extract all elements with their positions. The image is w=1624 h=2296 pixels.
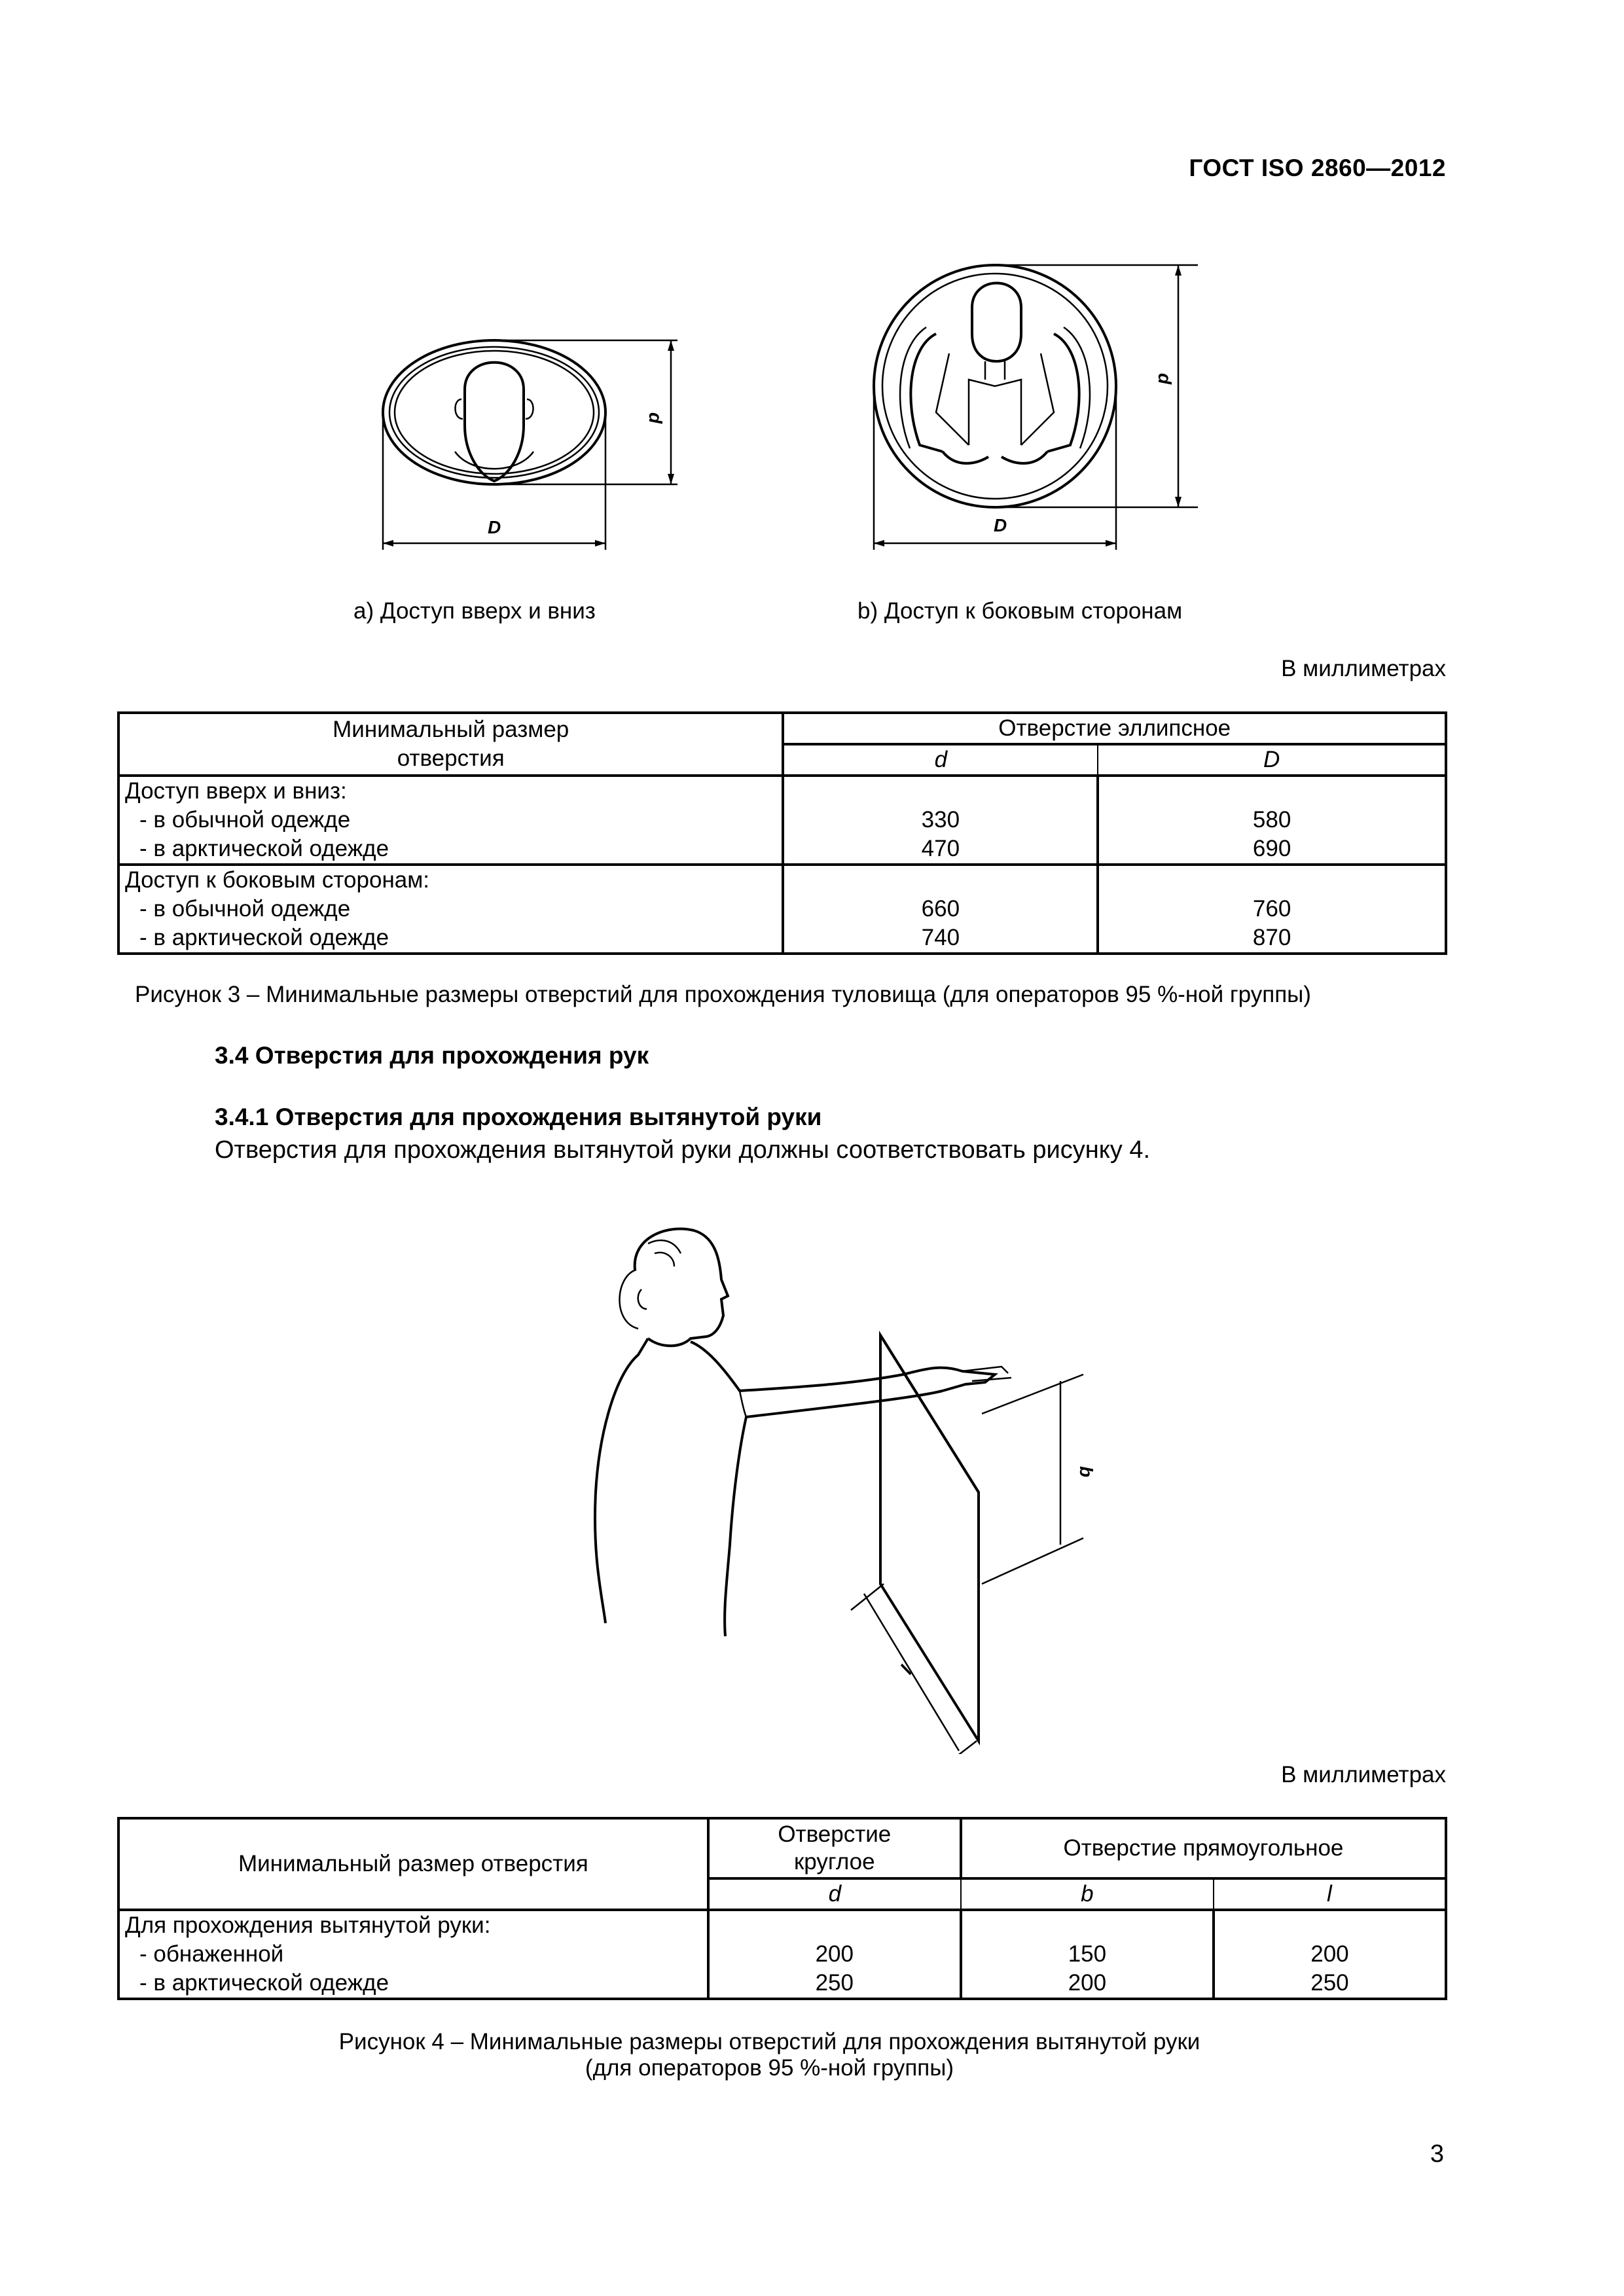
table-cell: 330 [921, 807, 960, 833]
table-cell: 870 [1252, 925, 1291, 950]
table-cell: 250 [1310, 1970, 1349, 1996]
figure3-table-header-size: Минимальный размер отверстия [118, 713, 783, 776]
figure4-units: В миллиметрах [1281, 1762, 1446, 1787]
figure3-table-header-group: Отверстие эллипсное [783, 713, 1446, 744]
figure3-units: В миллиметрах [1281, 656, 1446, 681]
row-label: - в обычной одежде [139, 896, 351, 922]
page-number: 3 [1430, 2140, 1444, 2168]
table-cell: 200 [1310, 1941, 1349, 1967]
figure3a-dim-D: D [488, 517, 501, 537]
figure3-caption: Рисунок 3 – Минимальные размеры отверстий для прохождения туловища (для операторов 95 %-ной группы) [135, 982, 1311, 1007]
section-text: Отверстия для прохождения вытянутой руки должны соответствовать рисунку 4. [215, 1136, 1151, 1164]
row-label: - в арктической одежде [139, 925, 389, 950]
table-cell: 470 [921, 836, 960, 861]
figure3b-caption: b) Доступ к боковым сторонам [857, 598, 1183, 624]
row-label: - в арктической одежде [139, 836, 389, 861]
figure4-caption: Рисунок 4 – Минимальные размеры отверстий для прохождения вытянутой руки (для операторов 95 %-ной группы) [338, 2029, 1200, 2081]
figure3b-dim-D: D [994, 515, 1007, 535]
figure4-table [117, 1817, 1447, 2000]
table-row [118, 776, 1446, 865]
subsection-heading: 3.4.1 Отверстия для прохождения вытянутой руки [215, 1103, 822, 1130]
figure3-table-col-d: d [783, 744, 1098, 776]
row-label: - обнаженной [139, 1941, 284, 1967]
table-cell: 250 [815, 1970, 854, 1996]
figure3a-dim-d: d [645, 412, 666, 424]
section-heading: 3.4 Отверстия для прохождения рук [215, 1042, 649, 1069]
figure4-table-col-l: l [1214, 1878, 1446, 1910]
figure4-dim-l: l [896, 1662, 916, 1678]
figure3-table [117, 711, 1447, 955]
figure4-table-header-size: Минимальный размер отверстия [118, 1818, 708, 1910]
table-row [118, 1910, 1446, 1999]
figure3b-circle-drawing [871, 249, 1211, 563]
figure4-table-col-b: b [961, 1878, 1214, 1910]
table-cell: 690 [1252, 836, 1291, 861]
figure4-dim-b: b [1076, 1466, 1096, 1478]
row-label: - в обычной одежде [139, 807, 351, 833]
figure4-table-header-round: Отверстие круглое [708, 1818, 961, 1878]
figure3b-dim-d: d [1155, 373, 1175, 385]
figure4-table-col-d: d [708, 1878, 961, 1910]
table-cell: 740 [921, 925, 960, 950]
table-cell: 200 [1068, 1970, 1107, 1996]
row-group-label: Доступ к боковым сторонам: [125, 867, 430, 893]
figure3a-ellipse-drawing [380, 327, 687, 569]
document-id: ГОСТ ISO 2860—2012 [1189, 154, 1446, 181]
figure4-table-header-rect: Отверстие прямоугольное [961, 1818, 1446, 1878]
row-label: - в арктической одежде [139, 1970, 389, 1996]
table-cell: 760 [1252, 896, 1291, 922]
figure3a-caption: a) Доступ вверх и вниз [353, 598, 596, 624]
table-cell: 200 [815, 1941, 854, 1967]
table-cell: 660 [921, 896, 960, 922]
figure3-table-col-D: D [1098, 744, 1446, 776]
figure4-reach-drawing [576, 1217, 1100, 1754]
row-group-label: Для прохождения вытянутой руки: [125, 1912, 491, 1938]
row-group-label: Доступ вверх и вниз: [125, 778, 347, 804]
table-cell: 150 [1068, 1941, 1107, 1967]
table-cell: 580 [1252, 807, 1291, 833]
table-row [118, 865, 1446, 954]
